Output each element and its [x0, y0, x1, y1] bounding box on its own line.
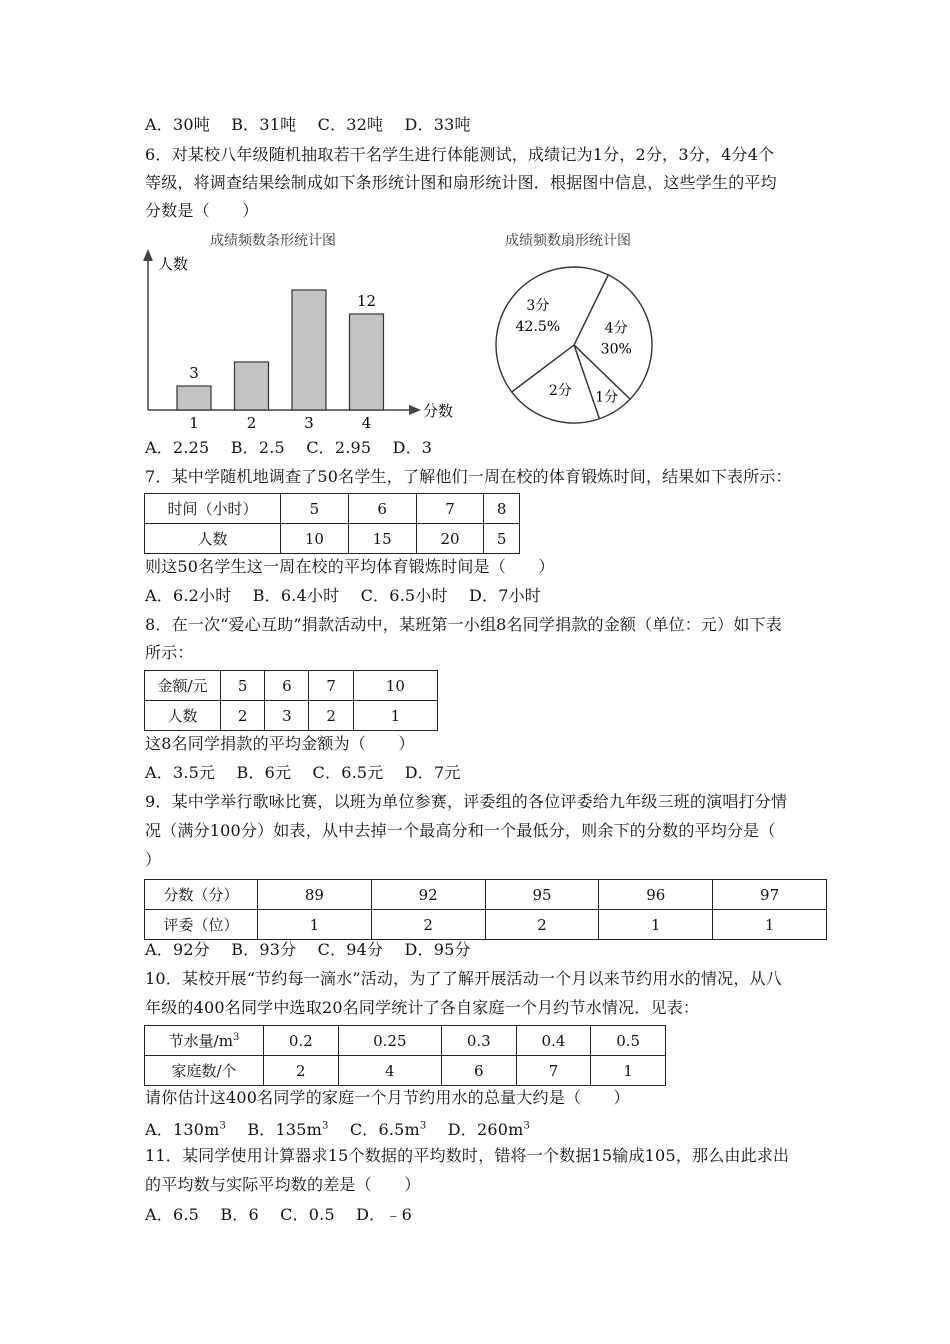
table-cell: 96 [599, 880, 713, 910]
q8-options [145, 761, 477, 785]
q7-option-a: A．6.2小时 [145, 586, 232, 605]
y-axis-arrow-icon [143, 249, 153, 261]
table-cell [145, 1026, 264, 1056]
table-cell: 7 [516, 1056, 591, 1086]
table-row [145, 494, 520, 524]
q6-option-d: D．3 [392, 438, 433, 457]
q10-table [144, 1025, 666, 1086]
q10-head-1: 节水量/m [168, 1032, 233, 1050]
pie-slice-name: 1分 [595, 389, 619, 406]
q8-line-2: 所示： [145, 643, 194, 662]
q8-table [144, 670, 438, 731]
bar-tick-label: 1 [189, 414, 199, 432]
q9-option-a: A．92分 [145, 940, 210, 959]
table-cell: 97 [713, 880, 827, 910]
q8-option-c: C．6.5元 [312, 763, 384, 782]
table-cell: 6 [348, 494, 416, 524]
q8-option-a: A．3.5元 [145, 763, 216, 782]
pie-chart [490, 260, 665, 430]
q7-after: 则这50名学生这一周在校的平均体育锻炼时间是（ ） [145, 557, 555, 576]
bar-4 [350, 314, 384, 410]
q11-line-2: 的平均数与实际平均数的差是（ ） [145, 1175, 421, 1194]
q7-option-b: B．6.4小时 [252, 586, 340, 605]
q9-table [144, 879, 827, 940]
table-cell: 1 [353, 701, 437, 731]
pie-chart-title: 成绩频数扇形统计图 [505, 233, 631, 249]
table-cell: 0.2 [264, 1026, 339, 1056]
q11-option-d: D．﹣6 [356, 1205, 412, 1224]
q7-options [145, 584, 557, 608]
q6-line-1: 6．对某校八年级随机抽取若干名学生进行体能测试，成绩记为1分，2分，3分，4分4个 [145, 145, 775, 164]
table-cell: 分数（分） [145, 880, 258, 910]
table-cell: 2 [221, 701, 265, 731]
x-axis-arrow-icon [409, 405, 421, 415]
pie-slice-percent: 30% [600, 341, 632, 358]
table-row [145, 701, 438, 731]
bar-tick-label: 3 [304, 414, 314, 432]
q5-option-d: D．33吨 [404, 115, 471, 134]
pie-slice-name: 2分 [548, 382, 572, 399]
bar-chart [130, 245, 470, 435]
bar-data-label: 3 [189, 364, 199, 382]
q7-option-d: D．7小时 [469, 586, 542, 605]
q7-option-c: C．6.5小时 [360, 586, 448, 605]
table-cell: 2 [371, 910, 485, 940]
table-cell: 评委（位） [145, 910, 258, 940]
table-row [145, 910, 827, 940]
bar-tick-label: 4 [361, 414, 372, 432]
bar-1 [177, 386, 211, 410]
table-cell: 0.4 [516, 1026, 591, 1056]
q8-option-d: D．7元 [404, 763, 461, 782]
table-row [145, 880, 827, 910]
q11-option-a: A．6.5 [145, 1205, 200, 1224]
table-cell: 10 [281, 524, 349, 554]
q11-option-c: C．0.5 [280, 1205, 335, 1224]
q9-option-d: D．95分 [404, 940, 471, 959]
table-cell: 5 [221, 671, 265, 701]
table-cell: 1 [591, 1056, 666, 1086]
q6-option-a: A．2.25 [145, 438, 210, 457]
table-cell: 1 [713, 910, 827, 940]
table-cell: 1 [258, 910, 372, 940]
table-cell: 2 [309, 701, 353, 731]
table-row [145, 524, 520, 554]
q9-line-1: 9．某中学举行歌咏比赛，以班为单位参赛，评委组的各位评委给九年级三班的演唱打分情 [145, 792, 788, 811]
table-cell: 时间（小时） [145, 494, 281, 524]
bar-data-label: 12 [356, 292, 377, 310]
table-cell: 15 [348, 524, 416, 554]
table-row [145, 671, 438, 701]
table-cell: 1 [599, 910, 713, 940]
table-cell: 6 [441, 1056, 516, 1086]
q6-option-c: C．2.95 [306, 438, 372, 457]
table-cell: 家庭数/个 [145, 1056, 264, 1086]
table-cell: 89 [258, 880, 372, 910]
table-cell: 0.3 [441, 1026, 516, 1056]
table-cell: 2 [485, 910, 599, 940]
table-cell: 金额/元 [145, 671, 221, 701]
q9-option-c: C．94分 [317, 940, 384, 959]
q6-line-2: 等级，将调查结果绘制成如下条形统计图和扇形统计图．根据图中信息，这些学生的平均 [145, 173, 777, 192]
bar-chart-xlabel: 分数 [423, 402, 454, 420]
q11-option-b: B．6 [220, 1205, 259, 1224]
bar-3 [292, 290, 326, 410]
q5-option-a: A．30吨 [145, 115, 210, 134]
table-cell: 人数 [145, 701, 221, 731]
table-cell: 6 [265, 671, 309, 701]
q10-line-1: 10．某校开展“节约每一滴水”活动，为了了解开展活动一个月以来节约用水的情况，从八 [145, 969, 782, 988]
table-row [145, 1056, 666, 1086]
table-cell: 95 [485, 880, 599, 910]
table-cell: 0.25 [338, 1026, 441, 1056]
q9-line-3: ） [145, 850, 162, 869]
q9-options [145, 938, 487, 962]
table-cell: 7 [416, 494, 484, 524]
q5-option-b: B．31吨 [231, 115, 297, 134]
q7-text: 7．某中学随机地调查了50名学生，了解他们一周在校的体育锻炼时间，结果如下表所示： [145, 467, 792, 486]
q10-options [145, 1115, 546, 1142]
q10-after: 请你估计这400名同学的家庭一个月节约用水的总量大约是（ ） [145, 1088, 630, 1107]
table-cell: 10 [353, 671, 437, 701]
table-cell: 4 [338, 1056, 441, 1086]
pie-slice-name: 4分 [604, 320, 628, 337]
table-cell: 92 [371, 880, 485, 910]
q11-options [145, 1203, 428, 1227]
q10-option-b: B．$135m^3$ [247, 1120, 329, 1140]
q9-line-2: 况（满分100分）如表，从中去掉一个最高分和一个最低分，则余下的分数的平均分是（ [145, 821, 776, 840]
q6-line-3: 分数是（ ） [145, 201, 259, 220]
pie-slice-name: 3分 [526, 298, 550, 315]
pie-slice-percent: 42.5% [515, 319, 561, 336]
q10-option-a: A．$130m^3$ [145, 1120, 227, 1140]
q5-option-c: C．32吨 [317, 115, 384, 134]
bar-chart-ylabel: 人数 [158, 255, 189, 273]
q10-option-d: D．$260m^3$ [447, 1120, 531, 1140]
q6-options [145, 436, 448, 460]
table-cell: 人数 [145, 524, 281, 554]
q8-after: 这8名同学捐款的平均金额为（ ） [145, 734, 415, 753]
table-cell: 5 [281, 494, 349, 524]
q8-line-1: 8．在一次“爱心互助”捐款活动中，某班第一小组8名同学捐款的金额（单位：元）如下表 [145, 615, 782, 634]
table-cell: 5 [484, 524, 520, 554]
table-cell: 2 [264, 1056, 339, 1086]
q9-option-b: B．93分 [231, 940, 297, 959]
q10-line-2: 年级的400名同学中选取20名同学统计了各自家庭一个月约节水情况．见表： [145, 998, 700, 1017]
q10-head-1-sup: 3 [232, 1032, 240, 1043]
bar-chart-title: 成绩频数条形统计图 [210, 233, 336, 249]
table-cell: 3 [265, 701, 309, 731]
bar-2 [235, 362, 269, 410]
q7-table [144, 493, 520, 554]
table-cell: 7 [309, 671, 353, 701]
q11-line-1: 11．某同学使用计算器求15个数据的平均数时，错将一个数据15输成105，那么由此求出 [145, 1146, 790, 1165]
q5-options [145, 113, 487, 137]
bar-tick-label: 2 [246, 414, 257, 432]
table-row [145, 1026, 666, 1056]
table-cell: 20 [416, 524, 484, 554]
q10-option-c: C．$6.5m^3$ [349, 1120, 427, 1140]
table-cell: 8 [484, 494, 520, 524]
table-cell: 0.5 [591, 1026, 666, 1056]
q6-option-b: B．2.5 [230, 438, 285, 457]
q8-option-b: B．6元 [236, 763, 292, 782]
